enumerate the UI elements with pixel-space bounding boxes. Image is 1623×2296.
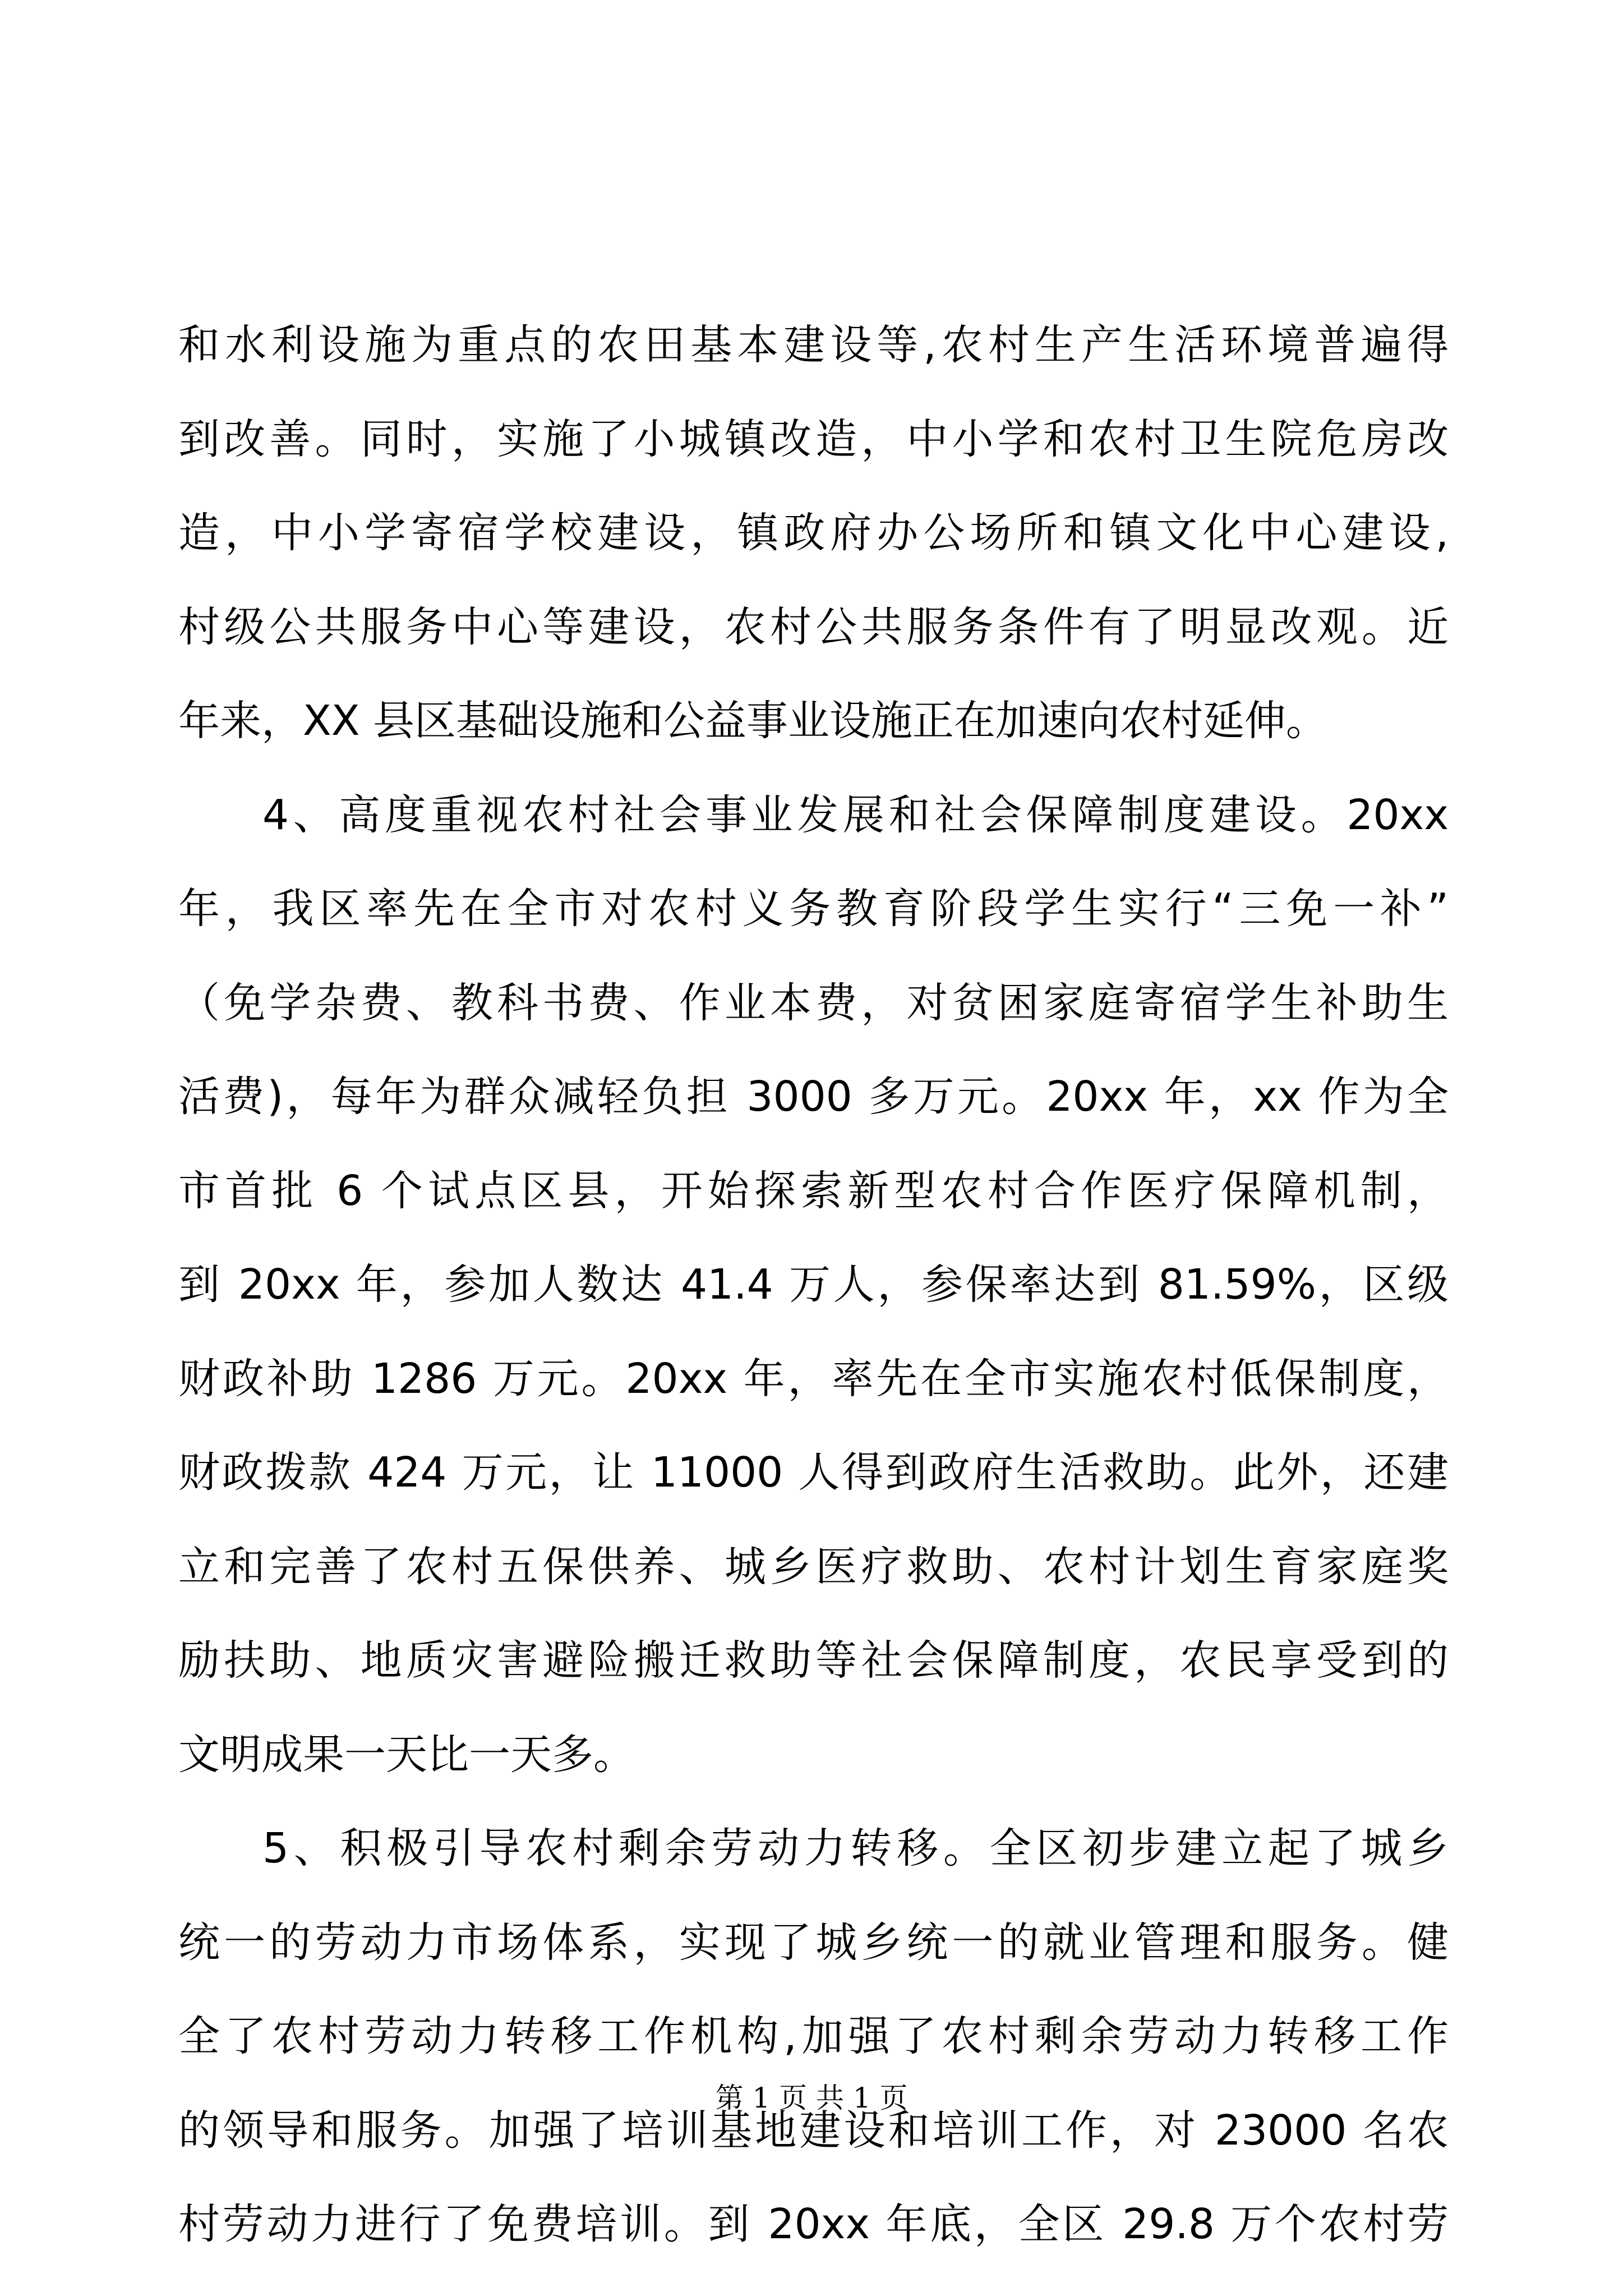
text-line: 财政拨款 424 万元，让 11000 人得到政府生活救助。此外，还建	[178, 1448, 1449, 1497]
text-line: 活费)，每年为群众减轻负担 3000 多万元。20xx 年，xx 作为全	[178, 1073, 1449, 1121]
text-line: 文明成果一天比一天多。	[178, 1730, 635, 1779]
page-footer: 第 1 页 共 1 页	[715, 2082, 908, 2114]
text-line: 年，我区率先在全市对农村义务教育阶段学生实行“三免一补”	[178, 885, 1449, 933]
document-body	[178, 298, 1449, 2272]
text-line: 村级公共服务中心等建设，农村公共服务条件有了明显改观。近	[178, 602, 1449, 651]
text-line: 和水利设施为重点的农田基本建设等,农村生产生活环境普遍得	[178, 321, 1449, 369]
text-line: 财政补助 1286 万元。20xx 年，率先在全市实施农村低保制度，	[178, 1354, 1449, 1403]
text-line: 到改善。同时，实施了小城镇改造，中小学和农村卫生院危房改	[178, 415, 1449, 463]
text-line: 全了农村劳动力转移工作机构,加强了农村剩余劳动力转移工作	[178, 2012, 1449, 2060]
text-line: （免学杂费、教科书费、作业本费，对贫困家庭寄宿学生补助生	[178, 978, 1449, 1027]
paragraph-5-first-line: 5、积极引导农村剩余劳动力转移。全区初步建立起了城乡	[262, 1824, 1449, 1872]
text-line: 的领导和服务。加强了培训基地建设和培训工作，对 23000 名农	[178, 2106, 1449, 2155]
text-line: 统一的劳动力市场体系，实现了城乡统一的就业管理和服务。健	[178, 1918, 1449, 1967]
text-line: 村劳动力进行了免费培训。到 20xx 年底，全区 29.8 万个农村劳	[178, 2200, 1449, 2248]
text-line: 年来，XX 县区基础设施和公益事业设施正在加速向农村延伸。	[178, 697, 1327, 745]
text-line: 励扶助、地质灾害避险搬迁救助等社会保障制度，农民享受到的	[178, 1636, 1449, 1685]
text-line: 造，中小学寄宿学校建设，镇政府办公场所和镇文化中心建设,	[178, 509, 1449, 557]
text-line: 立和完善了农村五保供养、城乡医疗救助、农村计划生育家庭奖	[178, 1542, 1449, 1591]
paragraph-4-first-line: 4、高度重视农村社会事业发展和社会保障制度建设。20xx	[262, 790, 1449, 839]
text-line: 到 20xx 年，参加人数达 41.4 万人，参保率达到 81.59%，区级	[178, 1260, 1449, 1309]
text-line: 市首批 6 个试点区县，开始探索新型农村合作医疗保障机制，	[178, 1166, 1449, 1215]
